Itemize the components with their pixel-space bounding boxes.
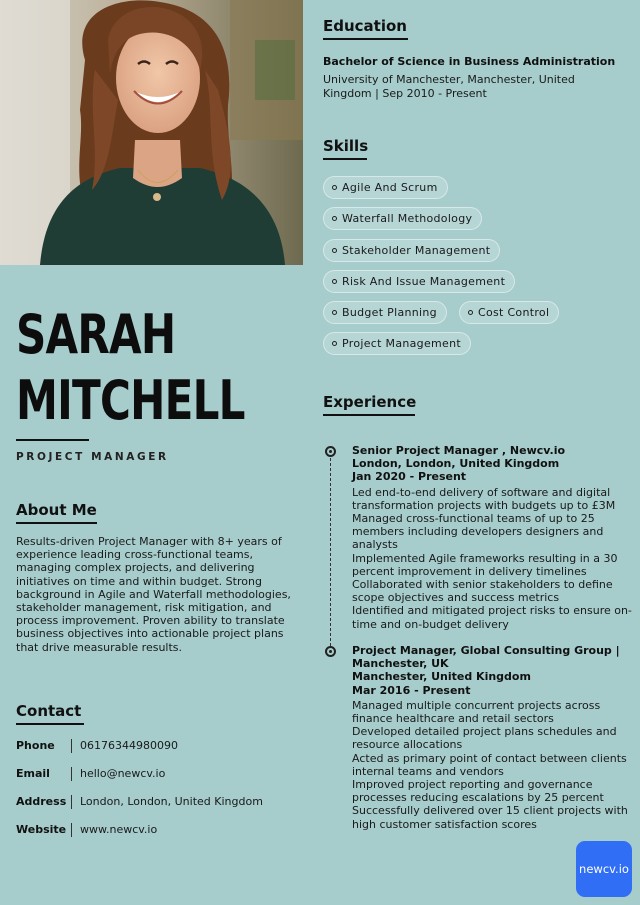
skill-tag [323,270,515,293]
experience-heading: Experience [323,393,417,411]
contact-separator [71,739,72,753]
education-school: University of Manchester, Manchester, United Kingdom | Sep 2010 - Present [323,73,575,100]
job-responsibilities [352,699,632,831]
responsibility-item: Improved project reporting and governance processes reducing escalations by 25 percent [352,778,604,805]
skill-tag [323,176,448,199]
skill-tag [459,301,559,324]
responsibility-item: Acted as primary point of contact between clients internal teams and vendors [352,751,627,778]
email-value[interactable]: hello@newcv.io [80,767,166,780]
skill-tag [323,301,447,324]
timeline-marker-icon [325,446,336,457]
contact-website [16,822,306,838]
contact-heading-underline [16,723,84,725]
contact-address [16,794,306,810]
bullet-icon [468,310,473,315]
experience-heading-underline [323,414,415,416]
skill-label: Waterfall Methodology [342,212,473,225]
contact-label: Website [16,823,67,836]
contact-phone [16,738,306,754]
contact-separator [71,795,72,809]
responsibility-item: Led end-to-end delivery of software and digital transformation projects with budgets up to £3M [352,485,616,512]
job-dates: Jan 2020 - Present [352,470,467,484]
name-first: SARAH [16,303,176,366]
education-heading: Education [323,17,407,35]
bullet-icon [332,341,337,346]
timeline-line [330,458,331,646]
job-title: PROJECT MANAGER [16,451,169,463]
skill-label: Cost Control [478,306,550,319]
skill-label: Risk And Issue Management [342,275,506,288]
about-heading-underline [16,522,97,524]
skill-tag [323,207,482,230]
candidate-name [16,302,245,434]
experience-entry [352,644,632,831]
bullet-icon [332,216,337,221]
newcv-logo-badge[interactable]: newcv.io [576,841,632,897]
responsibility-item: Identified and mitigated project risks to ensure on-time and on-budget delivery [352,604,632,631]
skill-tag [323,332,471,355]
contact-separator [71,823,72,837]
skill-label: Stakeholder Management [342,244,491,257]
contact-label: Address [16,795,67,808]
about-heading: About Me [16,501,97,519]
contact-heading: Contact [16,702,82,720]
education-heading-underline [323,38,408,40]
bullet-icon [332,279,337,284]
job-position: Senior Project Manager , Newcv.io [352,444,566,457]
job-position: Project Manager, Global Consulting Group | Manchester, UK [352,644,620,671]
education-degree: Bachelor of Science in Business Administration [323,55,616,68]
bullet-icon [332,185,337,190]
about-text: Results-driven Project Manager with 8+ years of experience leading cross-functional teams, managing complex projects, and delivering initiatives on time and within budget. Strong background in Agile and Waterfall methodologies, stakeholder management, risk mitigation, and process improvement. Proven ability to translate business objectives into actionable project plans that drive measurable results. [16,535,291,654]
bullet-icon [332,310,337,315]
responsibility-item: Managed multiple concurrent projects across finance healthcare and retail sectors [352,698,601,726]
skills-heading: Skills [323,137,369,155]
name-last: MITCHELL [16,369,245,432]
skill-label: Project Management [342,337,461,350]
name-divider [16,439,89,441]
responsibility-item: Implemented Agile frameworks resulting in a 30 percent improvement in delivery timelines [352,551,618,578]
job-location: London, London, United Kingdom [352,457,560,471]
job-responsibilities [352,486,632,631]
bullet-icon [332,248,337,253]
responsibility-item: Collaborated with senior stakeholders to define scope objectives and success metrics [352,578,613,605]
responsibility-item: Developed detailed project plans schedules and resource allocations [352,725,617,752]
responsibility-item: Managed cross-functional teams of up to 25 members including developers designers and analysts [352,512,604,552]
job-location: Manchester, United Kingdom [352,670,531,684]
phone-value: 06176344980090 [80,739,178,752]
contact-email [16,766,306,782]
skills-heading-underline [323,158,367,160]
contact-label: Email [16,767,50,780]
profile-photo [0,0,303,265]
contact-separator [71,767,72,781]
timeline-marker-icon [325,646,336,657]
skill-label: Agile And Scrum [342,181,438,194]
job-dates: Mar 2016 - Present [352,683,471,697]
contact-label: Phone [16,739,55,752]
experience-entry [352,444,632,631]
responsibility-item: Successfully delivered over 15 client projects with high customer satisfaction scores [352,804,628,831]
address-value: London, London, United Kingdom [80,795,263,808]
website-value[interactable]: www.newcv.io [80,823,158,836]
skill-label: Budget Planning [342,306,437,319]
skill-tag [323,239,500,262]
